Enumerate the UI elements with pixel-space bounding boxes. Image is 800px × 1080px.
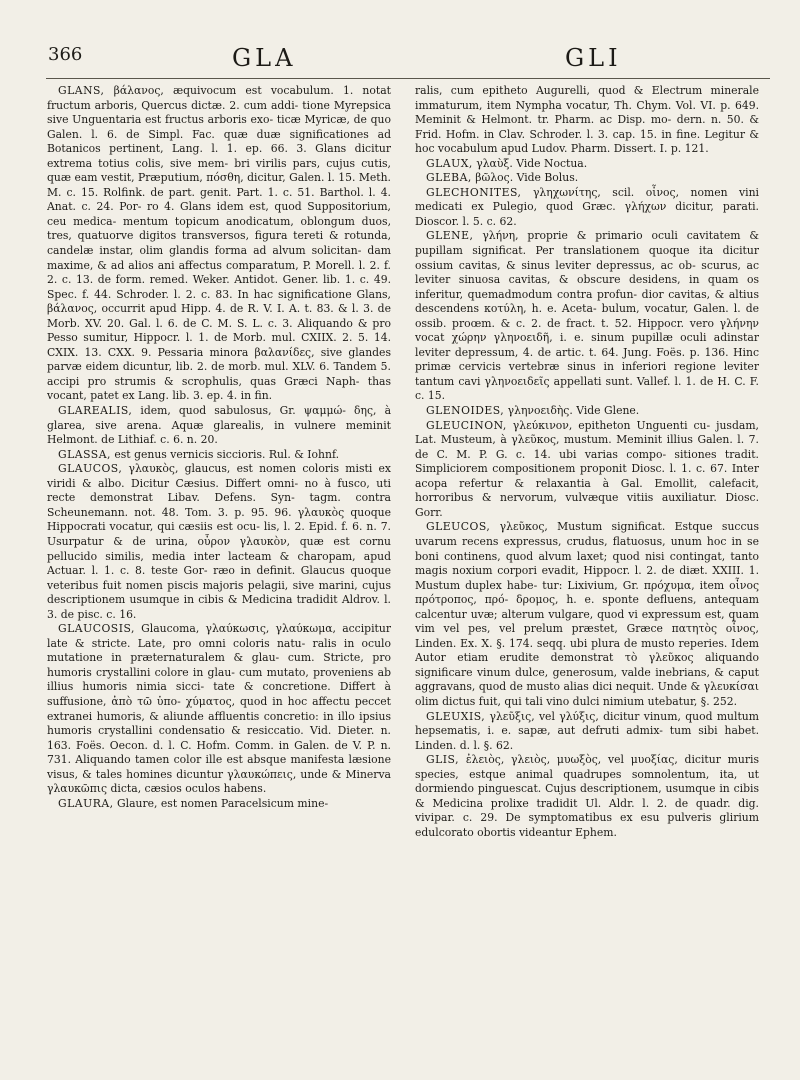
left-column-entry <box>47 797 391 812</box>
entry-text: Glaucoma, γλαύκωσις, γλαύκωμα, accipitur late & stricte. Late, pro omni coloris natu- ralis in oculo mutatione in præternaturalem & glau- cum. Stricte, pro humoris crystallini colore in glau- cum mutato, proveniens ab illius humoris nimia sicci- tate & concretione. Differt à suffusione, ἀπὸ τῶ ὑπο- χύματος, quod in hoc affectu peccet extranei humoris, & aliunde affluentis concretio: in illo ipsius humoris crystallini condensatio & resiccatio. Vid. Dieter. n. 163. Foës. Oecon. d. l. C. Hofm. Comm. in Galen. de V. P. n. 731. Aliquando tamen color ille est absque manifesta læsione visus, & tales homines dicuntur γλαυκώπεις, unde & Minerva γλαυκῶπις dicta, cæsios oculos habens. <box>47 622 391 796</box>
left-running-title: GLA <box>232 44 297 72</box>
entry-text: γλαυκὸς, glaucus, est nomen coloris misti ex viridi & albo. Dicitur Cæsius. Differt omni- no à fusco, uti recte demonstrat Libav. Defens. Syn- tagm. contra Scheunemann. not. 48. Tom. 3. p. 95. 96. γλαυκὸς quoque Hippocrati vocatur, qui cæsiis est ocu- lis, l. 2. Epid. f. 6. n. 7. Usurpatur & de urina, οὖρον γλαυκὸν, quæ est cornu pellucido similis, media inter lacteam & charopam, apud Actuar. l. 1. c. 8. teste Gor- ræo in definit. Glaucus quoque veteribus fuit nomen piscis majoris pelagii, sive marini, cujus descriptionem usumque in cibis & Medicina tradidit Aldrov. l. 3. de pisc. c. 16. <box>47 462 391 621</box>
left-column-entry <box>47 404 391 448</box>
right-column-entry <box>415 84 759 157</box>
entry-text: γλεῦκος, Mustum significat. Estque succus uvarum recens expressus, crudus, flatuosus, unum hoc in se boni continens, quod alvum laxet; quod nisi contingat, tanto magis noxium corpori evadit, Hippocr. l. 2. de diæt. XXIII. 1. Mustum duplex habe- tur: Lixivium, Gr. πρόχυμα, item οἶνος πρότροπος, πρό- δρομος, h. e. sponte defluens, antequam calcentur uvæ; alterum vulgare, quod vi expressum est, quam vim vel pes, vel prelum præstet, Græce πατητὸς οἶνος, Linden. Ex. X. §. 174. seqq. ubi plura de musto reperies. Idem Autor etiam erudite demonstrat τὸ γλεῦκος aliquando significare vinum dulce, generosum, valde inebrians, & caput aggravans, quod de musto alias dici nequit. Unde & γλευκίσαι olim dictus fuit, qui tali vino dulci nimium utebatur, §. 252. <box>415 520 759 708</box>
entry-text: γλεύκινον, epitheton Unguenti cu- jusdam, Lat. Musteum, à γλεῦκος, mustum. Meminit illius Galen. l. 7. de C. M. P. G. c. 14. ubi varias compo- sitiones tradit. Simpliciorem compositionem proponit Diosc. l. 1. c. 67. Inter acopa refertur & relaxantia à Gal. Emollit, calefacit, horroribus & nervorum, vulvæque vitiis auxiliatur. Diosc. Gorr. <box>415 418 759 519</box>
entry-text: βάλανος, æquivocum est vocabulum. 1. notat fructum arboris, Quercus dictæ. 2. cum addi- tione Myrepsica sive Unguentaria est fructus arboris exo- ticæ Myricæ, de quo Galen. l. 6. de Simpl. Fac. quæ duæ significationes ad Botanicos pertinent, Lang. l. 1. ep. 66. 3. Glans dicitur extrema totius colis, sive mem- bri virilis pars, cujus cutis, quæ eam vestit, Præputium, πόσθη, dicitur, Galen. l. 15. Meth. M. c. 15. Rolfink. de part. genit. Part. 1. c. 51. Barthol. l. 4. Anat. c. 24. Por- ro 4. Glans idem est, quod Suppositorium, ceu medica- mentum topicum anodicatum, oblongum duos, tres, quatuorve digitos transversos, figura tereti & rotunda, candelæ instar, olim glandis forma ad alvum solicitan- dam maxime, & ad alios ani affectus comparatum, P. Morell. l. 2. f. 2. c. 13. de form. remed. Weker. Antidot. Gener. lib. 1. c. 49. Spec. f. 44. Schroder. l. 2. c. 83. In hac significatione Glans, βάλανος, occurrit apud Hipp. 4. de R. V. I. A. t. 83. & l. 3. de Morb. XV. 20. Gal. l. 6. de C. M. S. L. c. 3. Aliquando & pro Pesso sumitur, Hippocr. l. 1. de Morb. mul. CXIIX. 2. 5. 14. CXIX. 13. CXX. 9. Pessaria minora βαλανίδες, sive glandes parvæ eidem dicuntur, lib. 2. de morb. mul. XLV. 6. Tandem 5. accipi pro strumis & scrophulis, quas Græci Naph- thas vocant, patet ex Lang. lib. 3. ep. 4. in fin. <box>47 84 391 403</box>
right-running-title: GLI <box>565 44 622 72</box>
page-number: 366 <box>48 44 83 65</box>
entry-text: ἐλειὸς, γλειὸς, μυωξὸς, vel μυοξίας, dicitur muris species, estque animal quadrupes somnolentum, ita, ut dormiendo pinguescat. Cujus descriptionem, usumque in cibis & Medicina prolixe tradidit Ul. Aldr. l. 2. de quadr. dig. vivipar. c. 29. De symptomatibus ex esu pulveris glirium edulcorato obortis videantur Ephem. <box>415 753 759 839</box>
entry-text: ralis, cum epitheto Augurelli, quod & Electrum minerale immaturum, item Nympha vocatur, Th. Chym. Vol. VI. p. 649. Meminit & Helmont. tr. Pharm. ac Disp. mo- dern. n. 50. & Frid. Hofm. in Clav. Schroder. l. 3. cap. 15. in fine. Legitur & hoc vocabulum apud Ludov. Pharm. Dissert. I. p. 121. <box>415 84 759 156</box>
left-column-entry <box>47 84 391 404</box>
headword: GLEUCINON, <box>426 418 507 432</box>
headword: GLAUCOSIS, <box>58 622 135 636</box>
right-column-entry <box>415 186 759 230</box>
headword: GLANS, <box>58 84 105 97</box>
headword: GLAURA, <box>58 796 114 810</box>
headword: GLAREALIS, <box>58 404 133 418</box>
entry-text: γληνοειδὴς. Vide Glene. <box>507 404 640 418</box>
entry-text: γλεῦξις, vel γλύξις, dicitur vinum, quod multum hepsematis, i. e. sapæ, aut defruti admix- tum sibi habet. Linden. d. l. §. 62. <box>415 709 759 752</box>
entry-text: γληχωνίτης, scil. οἶνος, nomen vini medicati ex Pulegio, quod Græc. γλήχων dicitur, parati. Dioscor. l. 5. c. 62. <box>415 185 759 228</box>
headword: GLASSA, <box>58 447 111 461</box>
right-column-entry <box>415 171 759 186</box>
entry-text: est genus vernicis siccioris. Rul. & Iohnf. <box>114 447 340 461</box>
headword: GLEUCOS, <box>426 520 491 534</box>
header-rule <box>46 78 770 79</box>
entry-text: βῶλος. Vide Bolus. <box>475 171 579 185</box>
headword: GLEBA, <box>426 171 472 185</box>
entry-text: Glaure, est nomen Paracelsicum mine- <box>117 796 329 810</box>
right-column-entry <box>415 710 759 754</box>
left-column-entry <box>47 448 391 463</box>
entry-text: γλήνη, proprie & primario oculi cavitatem & pupillam significat. Per translationem quoque ita dicitur ossium cavitas, & sinus leviter depressus, ac ob- scurus, ac leviter sinuosa cavitas, & obscure desidens, in quam os inferitur, quemadmodum contra profun- dior cavitas, & altius descendens κοτύλη, h. e. Aceta- bulum, vocatur, Galen. l. de ossib. proœm. & c. 2. de fract. t. 52. Hippocr. vero γλήνην vocat χώρην γληνοειδῆ, i. e. sinum pupillæ oculi adinstar leviter depressum, 4. de artic. t. 64. Jung. Foës. p. 136. Hinc primæ cervicis vertebræ sinus in inferiori regione leviter tantum cavi γληνοειδεῖς appellati sunt. Vallef. l. 1. de H. C. F. c. 15. <box>415 229 759 403</box>
headword: GLECHONITES, <box>426 185 522 199</box>
headword: GLEUXIS, <box>426 709 486 723</box>
headword: GLIS, <box>426 753 460 767</box>
right-column-entry <box>415 753 759 840</box>
headword: GLENE, <box>426 229 474 243</box>
right-column-entry <box>415 229 759 404</box>
headword: GLAUCOS, <box>58 462 123 476</box>
entry-text: γλαὺξ. Vide Noctua. <box>476 156 588 170</box>
right-column-entry <box>415 520 759 709</box>
right-column <box>415 84 759 1069</box>
right-column-entry <box>415 157 759 172</box>
running-header <box>0 44 800 78</box>
entry-text: idem, quod sabulosus, Gr. ψαμμώ- δης, à glarea, sive arena. Aquæ glarealis, in vulnere meminit Helmont. de Lithiaf. c. 6. n. 20. <box>47 404 391 447</box>
right-column-entry <box>415 404 759 419</box>
left-column-entry <box>47 622 391 797</box>
left-column-entry <box>47 462 391 622</box>
right-column-entry <box>415 419 759 521</box>
headword: GLENOIDES, <box>426 404 505 418</box>
headword: GLAUX, <box>426 156 473 170</box>
left-column <box>47 84 391 1069</box>
